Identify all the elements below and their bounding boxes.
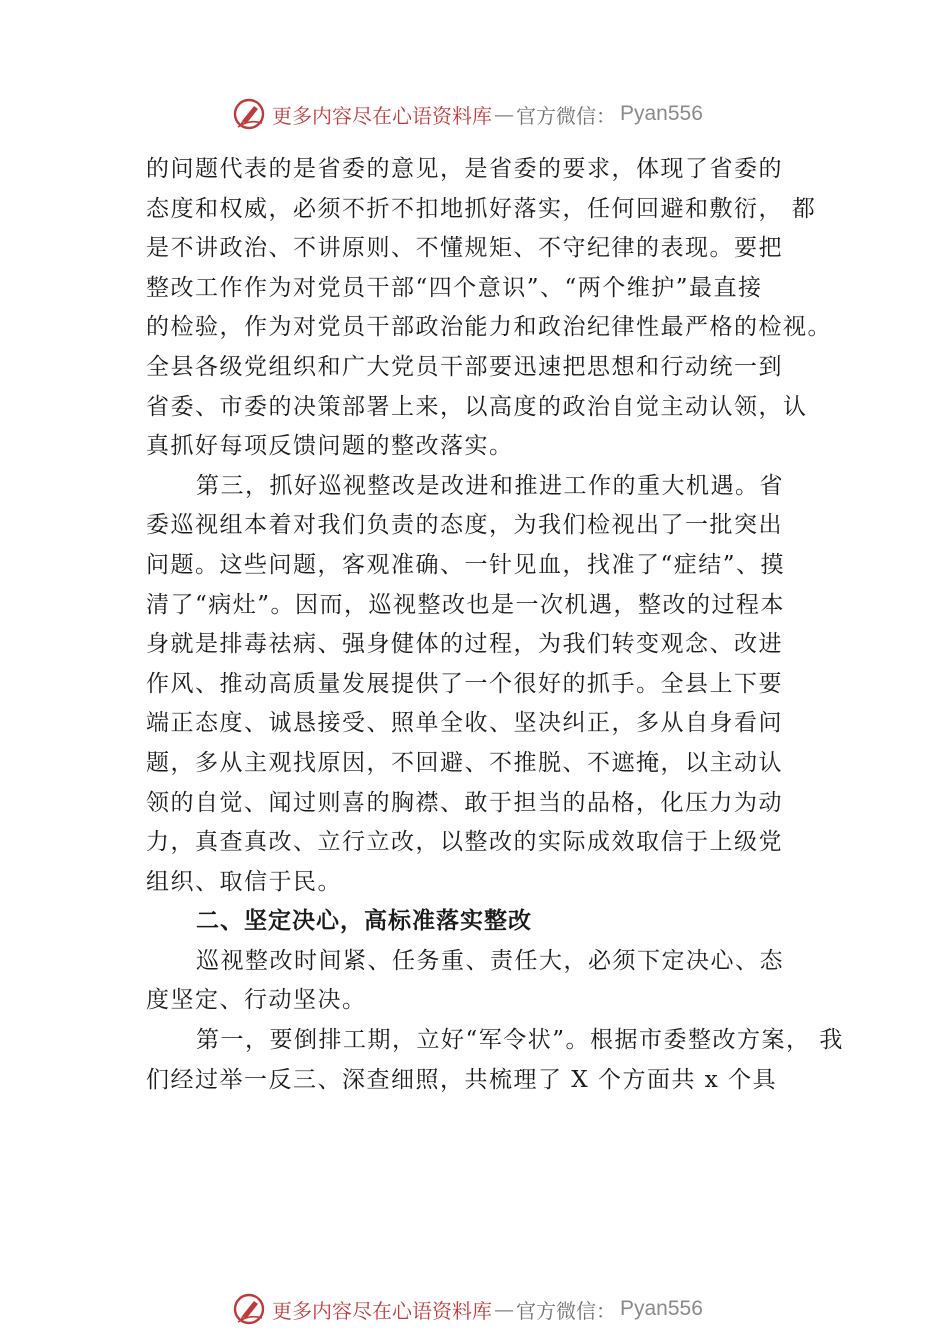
paragraph-start-line: 巡视整改时间紧、任务重、责任大，必须下定决心、态 <box>196 947 784 974</box>
text-line: 是不讲政治、不讲原则、不懂规矩、不守纪律的表现。要把 <box>146 235 783 262</box>
banner-separator: — <box>494 1297 514 1321</box>
section-heading: 二、坚定决心，高标准落实整改 <box>196 908 532 935</box>
text-line: 整改工作作为对党员干部“四个意识”、“两个维护”最直接 <box>146 274 763 301</box>
text-line: 全县各级党组织和广大党员干部要迅速把思想和行动统一到 <box>146 353 783 380</box>
paragraph-start-line: 第三，抓好巡视整改是改进和推进工作的重大机遇。省 <box>196 472 784 499</box>
banner-promo-text: 更多内容尽在心语资料库 <box>272 1298 492 1323</box>
text-line: 们经过举一反三、深查细照，共梳理了 X 个方面共 x 个具 <box>146 1066 778 1093</box>
document-body <box>146 150 846 1100</box>
pen-seal-logo-icon <box>232 1292 266 1326</box>
banner-wechat-id: Pyan556 <box>620 1297 703 1320</box>
banner-wechat-label: 官方微信： <box>516 103 616 128</box>
text-line: 题，多从主观找原因，不回避、不推脱、不遮掩，以主动认 <box>146 749 783 776</box>
text-line: 的问题代表的是省委的意见，是省委的要求，体现了省委的 <box>146 156 783 182</box>
text-line: 度坚定、行动坚决。 <box>146 987 367 1014</box>
text-line: 力，真查真改、立行立改，以整改的实际成效取信于上级党 <box>146 829 783 856</box>
text-line: 身就是排毒祛病、强身健体的过程，为我们转变观念、改进 <box>146 631 783 658</box>
banner-promo-text: 更多内容尽在心语资料库 <box>272 103 492 128</box>
banner-separator: — <box>494 102 514 126</box>
text-line: 领的自觉、闻过则喜的胸襟、敢于担当的品格，化压力为动 <box>146 789 783 816</box>
pen-seal-logo-icon <box>232 97 266 131</box>
text-line: 委巡视组本着对我们负责的态度，为我们检视出了一批突出 <box>146 512 783 539</box>
banner-wechat-label: 官方微信： <box>516 1298 616 1323</box>
text-line: 态度和权威，必须不折不扣地抓好落实，任何回避和敷衍， 都 <box>146 195 817 222</box>
text-line: 的检验，作为对党员干部政治能力和政治纪律性最严格的检视。 <box>146 314 832 341</box>
header-banner <box>232 96 703 132</box>
text-line: 清了“病灶”。因而，巡视整改也是一次机遇，整改的过程本 <box>146 591 786 618</box>
text-line: 组织、取信于民。 <box>146 868 342 895</box>
footer-banner <box>232 1291 703 1327</box>
text-line: 端正态度、诚恳接受、照单全收、坚决纠正，多从自身看问 <box>146 710 783 737</box>
text-line: 真抓好每项反馈问题的整改落实。 <box>146 433 514 460</box>
paragraph-start-line: 第一，要倒排工期，立好“军令状”。根据市委整改方案， 我 <box>196 1027 844 1054</box>
banner-wechat-id: Pyan556 <box>620 102 703 125</box>
text-line: 省委、市委的决策部署上来，以高度的政治自觉主动认领，认 <box>146 393 808 420</box>
text-line: 问题。这些问题，客观准确、一针见血，找准了“症结”、摸 <box>146 551 786 578</box>
text-line: 作风、推动高质量发展提供了一个很好的抓手。全县上下要 <box>146 670 783 697</box>
